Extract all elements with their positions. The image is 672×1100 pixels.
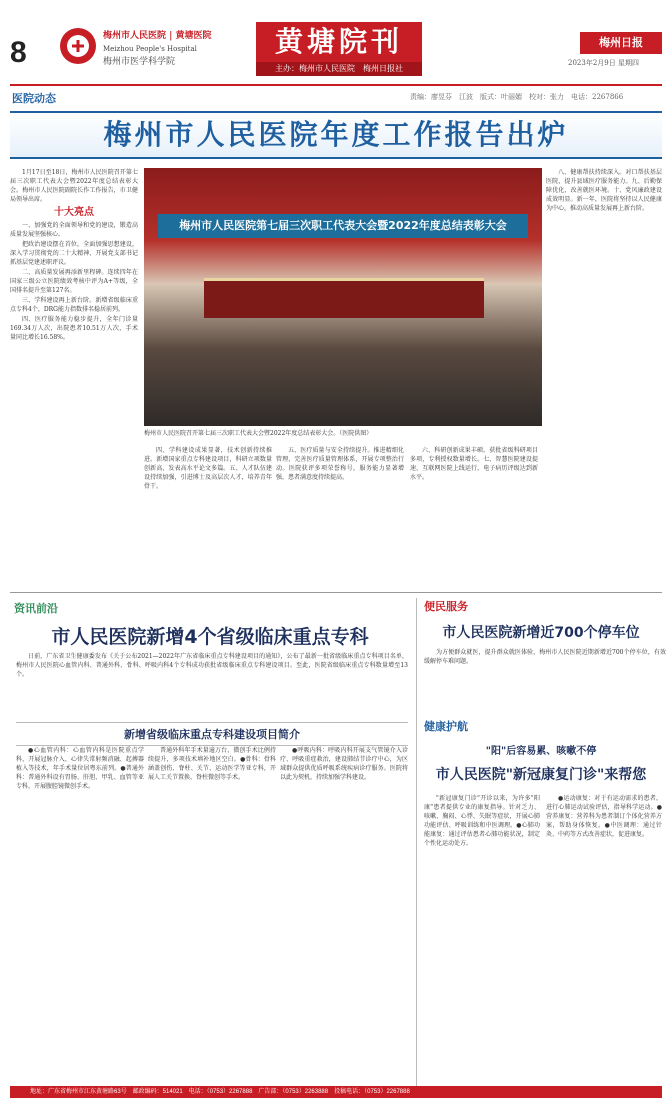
- paragraph: ●心血管内科：心血管内科是医院重点学科，开展冠脉介入、心律失常射频消融、起搏器植入等技术，年手术量位居粤东前列。●普通外科：普通外科设有胃肠、肝胆、甲乳、血管等亚专科，开展腹腔镜微创手术。: [16, 747, 144, 790]
- main-headline: 梅州市人民医院年度工作报告出炉: [10, 111, 662, 159]
- article-column-3: [276, 446, 404, 586]
- specialty-subtitle: 新增省级临床重点专科建设项目简介: [16, 722, 408, 746]
- issue-date: 2023年2月9日 星期四: [568, 59, 639, 67]
- recovery-headline: 市人民医院"新冠康复门诊"来帮您: [435, 767, 647, 783]
- editors-line: 责编：廖昱芬 江波 版式：叶丽媚 校对：张力 电话：2267866: [410, 93, 624, 101]
- photo-caption: 梅州市人民医院召开第七届三次职工代表大会暨2022年度总结表彰大会。（医院供图）: [144, 430, 373, 437]
- paragraph: 为方便群众就医，提升群众就医体验，梅州市人民医院近期新增近700个停车位，有效缓解停车难问题。: [424, 649, 666, 665]
- brand-subtitle: 主办：梅州市人民医院 梅州日报社: [256, 62, 422, 76]
- hospital-name-cn: 梅州市人民医院 | 黄塘医院: [103, 31, 212, 41]
- page-number: 8: [10, 36, 27, 69]
- hospital-name: [103, 30, 248, 69]
- section-tag-convenience: 便民服务: [424, 600, 468, 613]
- paragraph: 四、医疗服务能力稳步提升，全年门诊量169.34万人次，出院患者10.51万人次，手术量同比增长16.58%。: [10, 316, 138, 341]
- hospital-logo: [55, 26, 101, 66]
- article-column-2: [144, 446, 272, 586]
- paragraph: 日前，广东省卫生健康委发布《关于公布2021—2022年广东省临床重点专科建设项目的通知》，公布了最新一批省级临床重点专科项目名单，梅州市人民医院心血管内科、普通外科、骨科、呼吸内科4个专科成功获批省级临床重点专科建设项目。至此，医院省级临床重点专科数量增至13个。: [16, 653, 408, 678]
- section-tag-health: 健康护航: [424, 720, 468, 733]
- section-divider: [10, 592, 662, 593]
- column-divider: [416, 598, 417, 1088]
- brand-title: 黄塘院刊: [256, 22, 422, 62]
- paragraph: 普通外科年手术量逾万台，微创手术比例持续提升，多项技术填补地区空白。●骨科：骨科涵盖创伤、脊柱、关节、运动医学等亚专科，开展人工关节置换、脊柱微创等手术。: [148, 747, 276, 781]
- parking-text: [424, 648, 666, 708]
- specialty-column-3: [280, 746, 408, 1082]
- section-tag-news-frontier: 资讯前沿: [14, 602, 58, 615]
- specialty-headline: 市人民医院新增4个省级临床重点专科: [51, 626, 369, 648]
- paragraph: 八、健康帮扶持续深入。对口帮扶基层医院，提升县域医疗服务能力。九、后勤保障优化，改善就医环境。十、党风廉政建设成效明显。新一年，医院将坚持以人民健康为中心，推动高质量发展再上新台阶。: [546, 169, 662, 212]
- paragraph: ●运动康复：对于有运动需求的患者，进行心肺运动试验评估，指导科学运动。●营养康复：营养科为患者制订个体化营养方案，帮助身体恢复。●中医调理：通过针灸、中药等方式改善症状，促进康复。: [546, 795, 662, 838]
- paragraph: 二、高质量发展再添新里程碑。连续四年在国家三级公立医院绩效考核中评为A+等级，全国排名提升至第127名。: [10, 269, 138, 294]
- recovery-kicker: "阳"后容易累、咳嗽不停: [485, 746, 597, 757]
- paragraph: 四、学科建设成果显著，技术创新持续推进。新增国家重点专科建设项目，科研立项数量创新高，发表高水平论文多篇。五、人才队伍建设持续加强，引进博士及高层次人才，培养青年骨干。: [144, 447, 272, 490]
- conference-photo: [144, 168, 542, 426]
- section-tag-hospital-news: 医院动态: [12, 92, 56, 105]
- paragraph: 把政治建设摆在首位，全面加强思想建设，深入学习贯彻党的二十大精神，开展党支部书记抓基层党建述职评议。: [10, 241, 138, 266]
- specialty-column-2: [148, 746, 276, 1082]
- recovery-column-2: [546, 794, 662, 1082]
- parking-headline: 市人民医院新增近700个停车位: [442, 625, 640, 641]
- paragraph: ●呼吸内科：呼吸内科开展支气管镜介入诊疗、呼吸重症救治，建设肺结节诊疗中心，为区域群众提供优质呼吸系统疾病诊疗服务。医院将以此为契机，持续加强学科建设。: [280, 747, 408, 781]
- paragraph: 六、科研创新成果丰硕。获批省级科研项目多项，专利授权数量增长。七、智慧医院建设提速，互联网医院上线运行，电子病历评级达到新水平。: [410, 447, 538, 481]
- footer-bar: 地址：广东省梅州市江东黄塘路63号 邮政编码：514021 电话：（0753）2267888 广告部：（0753）2263888 投稿电话：（0753）2267888: [10, 1086, 662, 1098]
- paragraph: 一、加强党的全面领导和党的建设，锻造高质量发展坚强核心。: [10, 222, 138, 238]
- hospital-name-2: 梅州市医学科学院: [103, 57, 176, 67]
- hospital-name-en: Meizhou People's Hospital: [103, 45, 197, 53]
- paragraph: 三、学科建设再上新台阶。新增省级临床重点专科4个，DRG能力指数排名稳居前列。: [10, 297, 138, 313]
- recovery-column-1: [424, 794, 540, 1082]
- photo-banner: 梅州市人民医院第七届三次职工代表大会暨2022年度总结表彰大会: [158, 214, 528, 238]
- stage-table: [204, 278, 484, 318]
- paragraph: 五、医疗质量与安全持续提升。推进精细化管理，完善医疗质量管理体系，开展专项整治行动。医院获评多项荣誉称号，服务能力显著增强，患者满意度持续提高。: [276, 447, 404, 481]
- specialty-lead: [16, 652, 408, 714]
- article-column-5: [546, 168, 662, 588]
- paragraph: "新冠康复门诊"开诊以来，为许多"阳康"患者提供专业的康复指导。针对乏力、咳嗽、胸闷、心悸、失眠等症状，开展心肺功能评估、呼吸训练和中医调理。●心肺功能康复：通过评估患者心肺功能状况，制定个性化运动处方。: [424, 795, 540, 847]
- masthead-rule: [10, 84, 662, 86]
- newspaper-logo: 梅州日报: [580, 32, 662, 54]
- article-column-4: [410, 446, 538, 586]
- specialty-column-1: [16, 746, 144, 1082]
- article-column-1: [10, 168, 138, 588]
- section-title-highlights: 十大亮点: [54, 207, 94, 218]
- article-intro: 1月17日至18日，梅州市人民医院召开第七届三次职工代表大会暨2022年度总结表彰大会。梅州市人民医院副院长作工作报告，市卫健局领导出席。: [10, 169, 138, 203]
